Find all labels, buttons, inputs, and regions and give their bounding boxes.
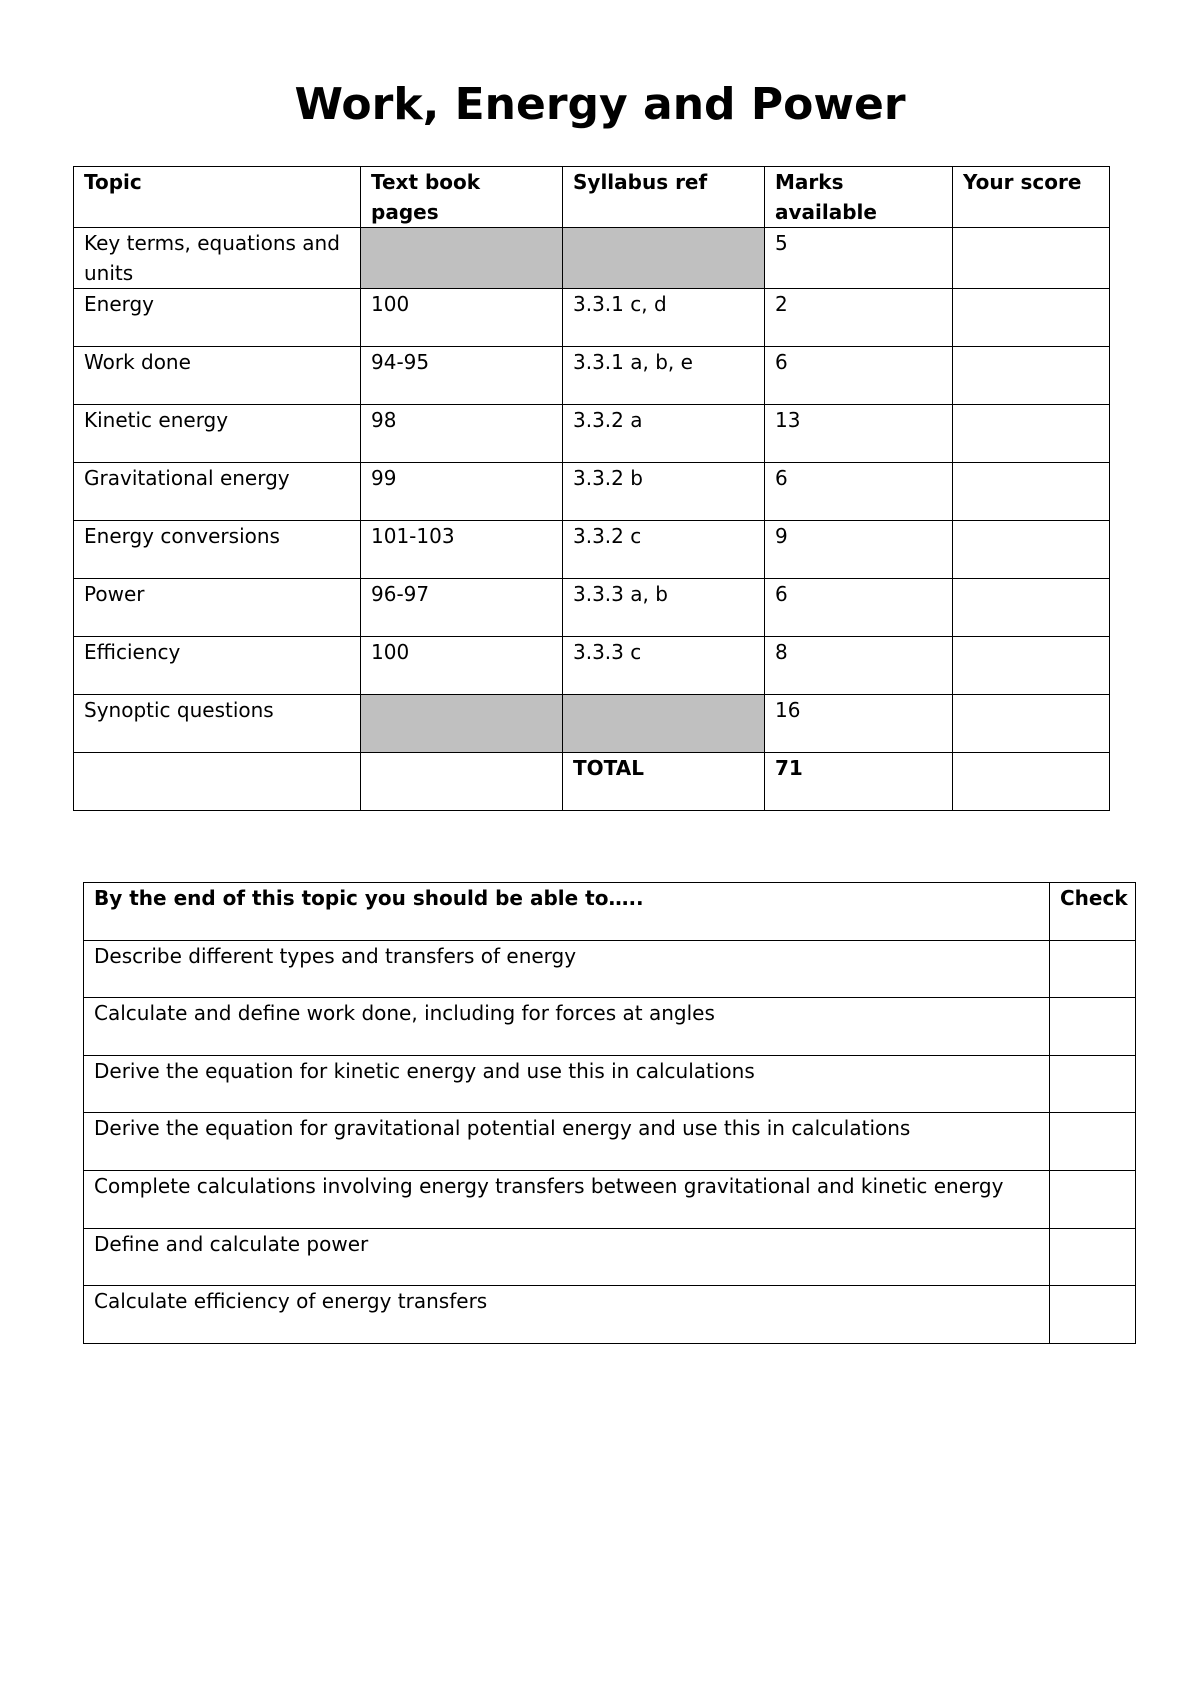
checklist-item-text: Derive the equation for kinetic energy and use this in calculations (84, 1055, 1050, 1113)
marks-cell: 8 (765, 637, 953, 695)
topic-cell: Gravitational energy (74, 463, 361, 521)
marks-cell: 6 (765, 463, 953, 521)
page-title: Work, Energy and Power (294, 79, 906, 130)
checklist-item-text: Calculate and define work done, including for forces at angles (84, 998, 1050, 1056)
score-cell[interactable] (953, 521, 1110, 579)
syllabus-cell-shaded (563, 695, 765, 753)
header-text-book-pages: Text book pages (361, 167, 563, 228)
syllabus-cell: 3.3.3 c (563, 637, 765, 695)
table-row (74, 637, 1110, 695)
check-box-cell[interactable] (1050, 1170, 1136, 1228)
pages-cell: 101-103 (361, 521, 563, 579)
table-row (74, 405, 1110, 463)
syllabus-cell: 3.3.2 c (563, 521, 765, 579)
header-your-score: Your score (953, 167, 1110, 228)
score-cell[interactable] (953, 347, 1110, 405)
topic-cell: Key terms, equations and units (74, 228, 361, 289)
pages-cell: 94-95 (361, 347, 563, 405)
checklist-table (83, 882, 1136, 1344)
marks-cell: 9 (765, 521, 953, 579)
checklist-item (84, 1113, 1136, 1171)
syllabus-cell: 3.3.2 b (563, 463, 765, 521)
check-box-cell[interactable] (1050, 998, 1136, 1056)
pages-cell-shaded (361, 695, 563, 753)
table-row (74, 695, 1110, 753)
score-cell[interactable] (953, 695, 1110, 753)
score-cell[interactable] (953, 228, 1110, 289)
score-cell[interactable] (953, 289, 1110, 347)
total-score-cell[interactable] (953, 753, 1110, 811)
check-box-cell[interactable] (1050, 1055, 1136, 1113)
syllabus-cell-shaded (563, 228, 765, 289)
header-topic: Topic (74, 167, 361, 228)
checklist-item (84, 1286, 1136, 1344)
marks-cell: 2 (765, 289, 953, 347)
topics-table (73, 166, 1110, 811)
checklist-item-text: Complete calculations involving energy transfers between gravitational and kinetic energy (84, 1170, 1050, 1228)
topic-cell: Power (74, 579, 361, 637)
pages-cell: 100 (361, 289, 563, 347)
syllabus-cell: 3.3.1 c, d (563, 289, 765, 347)
total-label: TOTAL (563, 753, 765, 811)
pages-cell (361, 753, 563, 811)
topic-cell (74, 753, 361, 811)
marks-cell: 6 (765, 347, 953, 405)
checklist-item (84, 1055, 1136, 1113)
marks-cell: 13 (765, 405, 953, 463)
checklist-item (84, 940, 1136, 998)
checklist-header: By the end of this topic you should be able to….. (84, 883, 1050, 941)
table-row (74, 521, 1110, 579)
header-syllabus-ref: Syllabus ref (563, 167, 765, 228)
pages-cell: 96-97 (361, 579, 563, 637)
topic-cell: Synoptic questions (74, 695, 361, 753)
checklist-item-text: Describe different types and transfers of energy (84, 940, 1050, 998)
syllabus-cell: 3.3.2 a (563, 405, 765, 463)
table-row (74, 347, 1110, 405)
total-row (74, 753, 1110, 811)
table-header-row (74, 167, 1110, 228)
checklist-item (84, 998, 1136, 1056)
checklist-item (84, 1228, 1136, 1286)
syllabus-cell: 3.3.1 a, b, e (563, 347, 765, 405)
marks-cell: 5 (765, 228, 953, 289)
table-row (74, 463, 1110, 521)
check-box-cell[interactable] (1050, 1286, 1136, 1344)
table-row (74, 228, 1110, 289)
pages-cell: 98 (361, 405, 563, 463)
topic-cell: Work done (74, 347, 361, 405)
checklist-item-text: Calculate efficiency of energy transfers (84, 1286, 1050, 1344)
topic-cell: Energy conversions (74, 521, 361, 579)
checklist-header-row (84, 883, 1136, 941)
score-cell[interactable] (953, 579, 1110, 637)
score-cell[interactable] (953, 405, 1110, 463)
pages-cell: 99 (361, 463, 563, 521)
checklist-item (84, 1170, 1136, 1228)
marks-cell: 16 (765, 695, 953, 753)
syllabus-cell: 3.3.3 a, b (563, 579, 765, 637)
score-cell[interactable] (953, 637, 1110, 695)
header-marks-available: Marks available (765, 167, 953, 228)
total-marks: 71 (765, 753, 953, 811)
table-row (74, 289, 1110, 347)
checklist-item-text: Define and calculate power (84, 1228, 1050, 1286)
topic-cell: Energy (74, 289, 361, 347)
marks-cell: 6 (765, 579, 953, 637)
checklist-item-text: Derive the equation for gravitational potential energy and use this in calculations (84, 1113, 1050, 1171)
table-row (74, 579, 1110, 637)
check-box-cell[interactable] (1050, 1228, 1136, 1286)
score-cell[interactable] (953, 463, 1110, 521)
check-box-cell[interactable] (1050, 940, 1136, 998)
check-header: Check (1050, 883, 1136, 941)
pages-cell: 100 (361, 637, 563, 695)
check-box-cell[interactable] (1050, 1113, 1136, 1171)
topic-cell: Efficiency (74, 637, 361, 695)
topic-cell: Kinetic energy (74, 405, 361, 463)
pages-cell-shaded (361, 228, 563, 289)
